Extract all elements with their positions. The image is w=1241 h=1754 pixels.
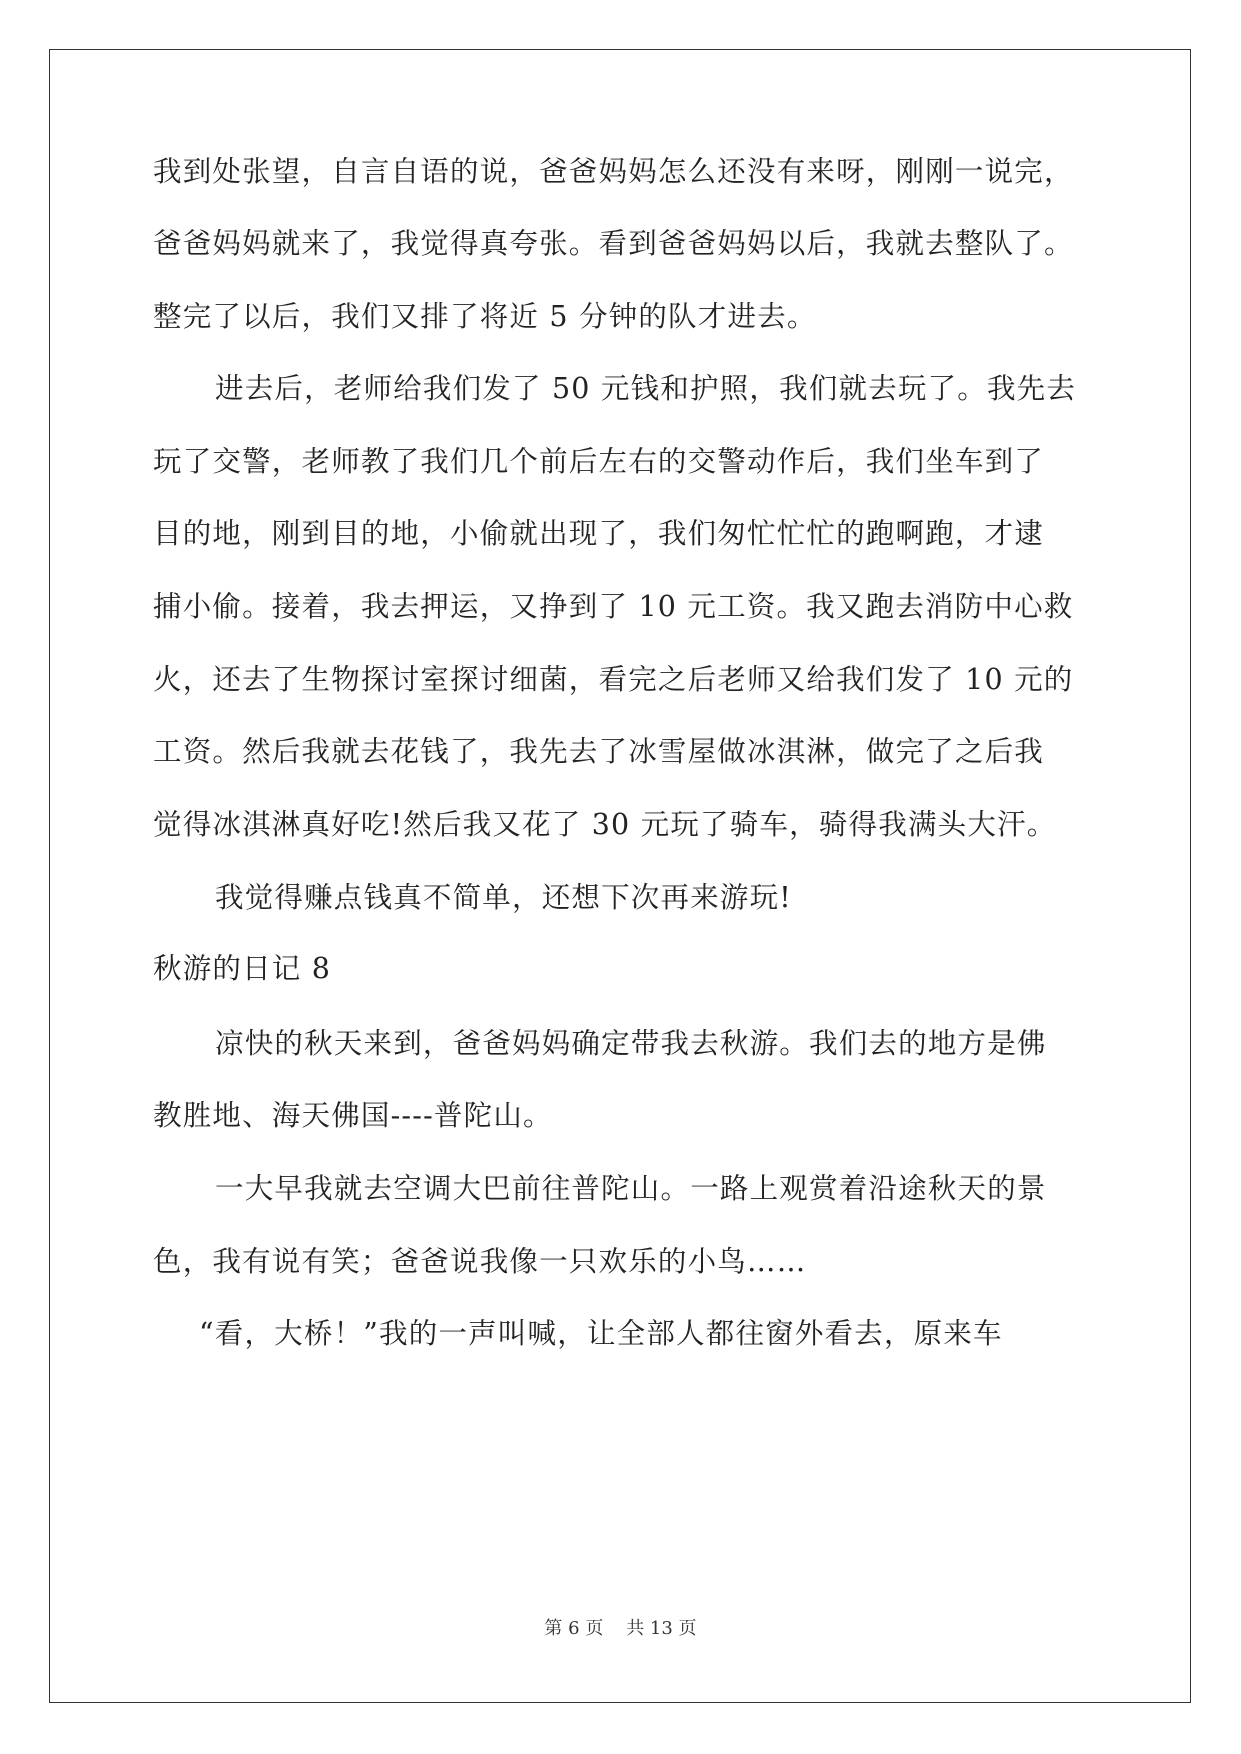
text-line: 整完了以后，我们又排了将近 5 分钟的队才进去。 (153, 300, 817, 333)
paragraph-start-line: 我觉得赚点钱真不简单，还想下次再来游玩! (215, 881, 792, 914)
text-line: 爸爸妈妈就来了，我觉得真夸张。看到爸爸妈妈以后，我就去整队了。 (153, 227, 1074, 260)
text-line: 工资。然后我就去花钱了，我先去了冰雪屋做冰淇淋，做完了之后我 (153, 735, 1045, 768)
section-heading: 秋游的日记 8 (153, 952, 332, 985)
paragraph-start-line: “看，大桥！”我的一声叫喊，让全部人都往窗外看去，原来车 (199, 1317, 1003, 1350)
text-line: 玩了交警，老师教了我们几个前后左右的交警动作后，我们坐车到了 (153, 445, 1045, 478)
text-line: 捕小偷。接着，我去押运，又挣到了 10 元工资。我又跑去消防中心救 (153, 590, 1074, 623)
text-line: 色，我有说有笑；爸爸说我像一只欢乐的小鸟…… (153, 1245, 807, 1278)
text-line: 火，还去了生物探讨室探讨细菌，看完之后老师又给我们发了 10 元的 (153, 663, 1074, 696)
page-number-footer: 第 6 页 共 13 页 (544, 1618, 697, 1639)
text-line: 我到处张望，自言自语的说，爸爸妈妈怎么还没有来呀，刚刚一说完， (153, 155, 1074, 188)
paragraph-start-line: 进去后，老师给我们发了 50 元钱和护照，我们就去玩了。我先去 (215, 372, 1077, 405)
text-line: 目的地，刚到目的地，小偷就出现了，我们匆忙忙忙的跑啊跑，才逮 (153, 517, 1045, 550)
paragraph-start-line: 凉快的秋天来到，爸爸妈妈确定带我去秋游。我们去的地方是佛 (215, 1027, 1047, 1060)
paragraph-start-line: 一大早我就去空调大巴前往普陀山。一路上观赏着沿途秋天的景 (215, 1172, 1047, 1205)
text-line: 教胜地、海天佛国----普陀山。 (153, 1099, 553, 1132)
text-line: 觉得冰淇淋真好吃!然后我又花了 30 元玩了骑车，骑得我满头大汗。 (153, 808, 1057, 841)
